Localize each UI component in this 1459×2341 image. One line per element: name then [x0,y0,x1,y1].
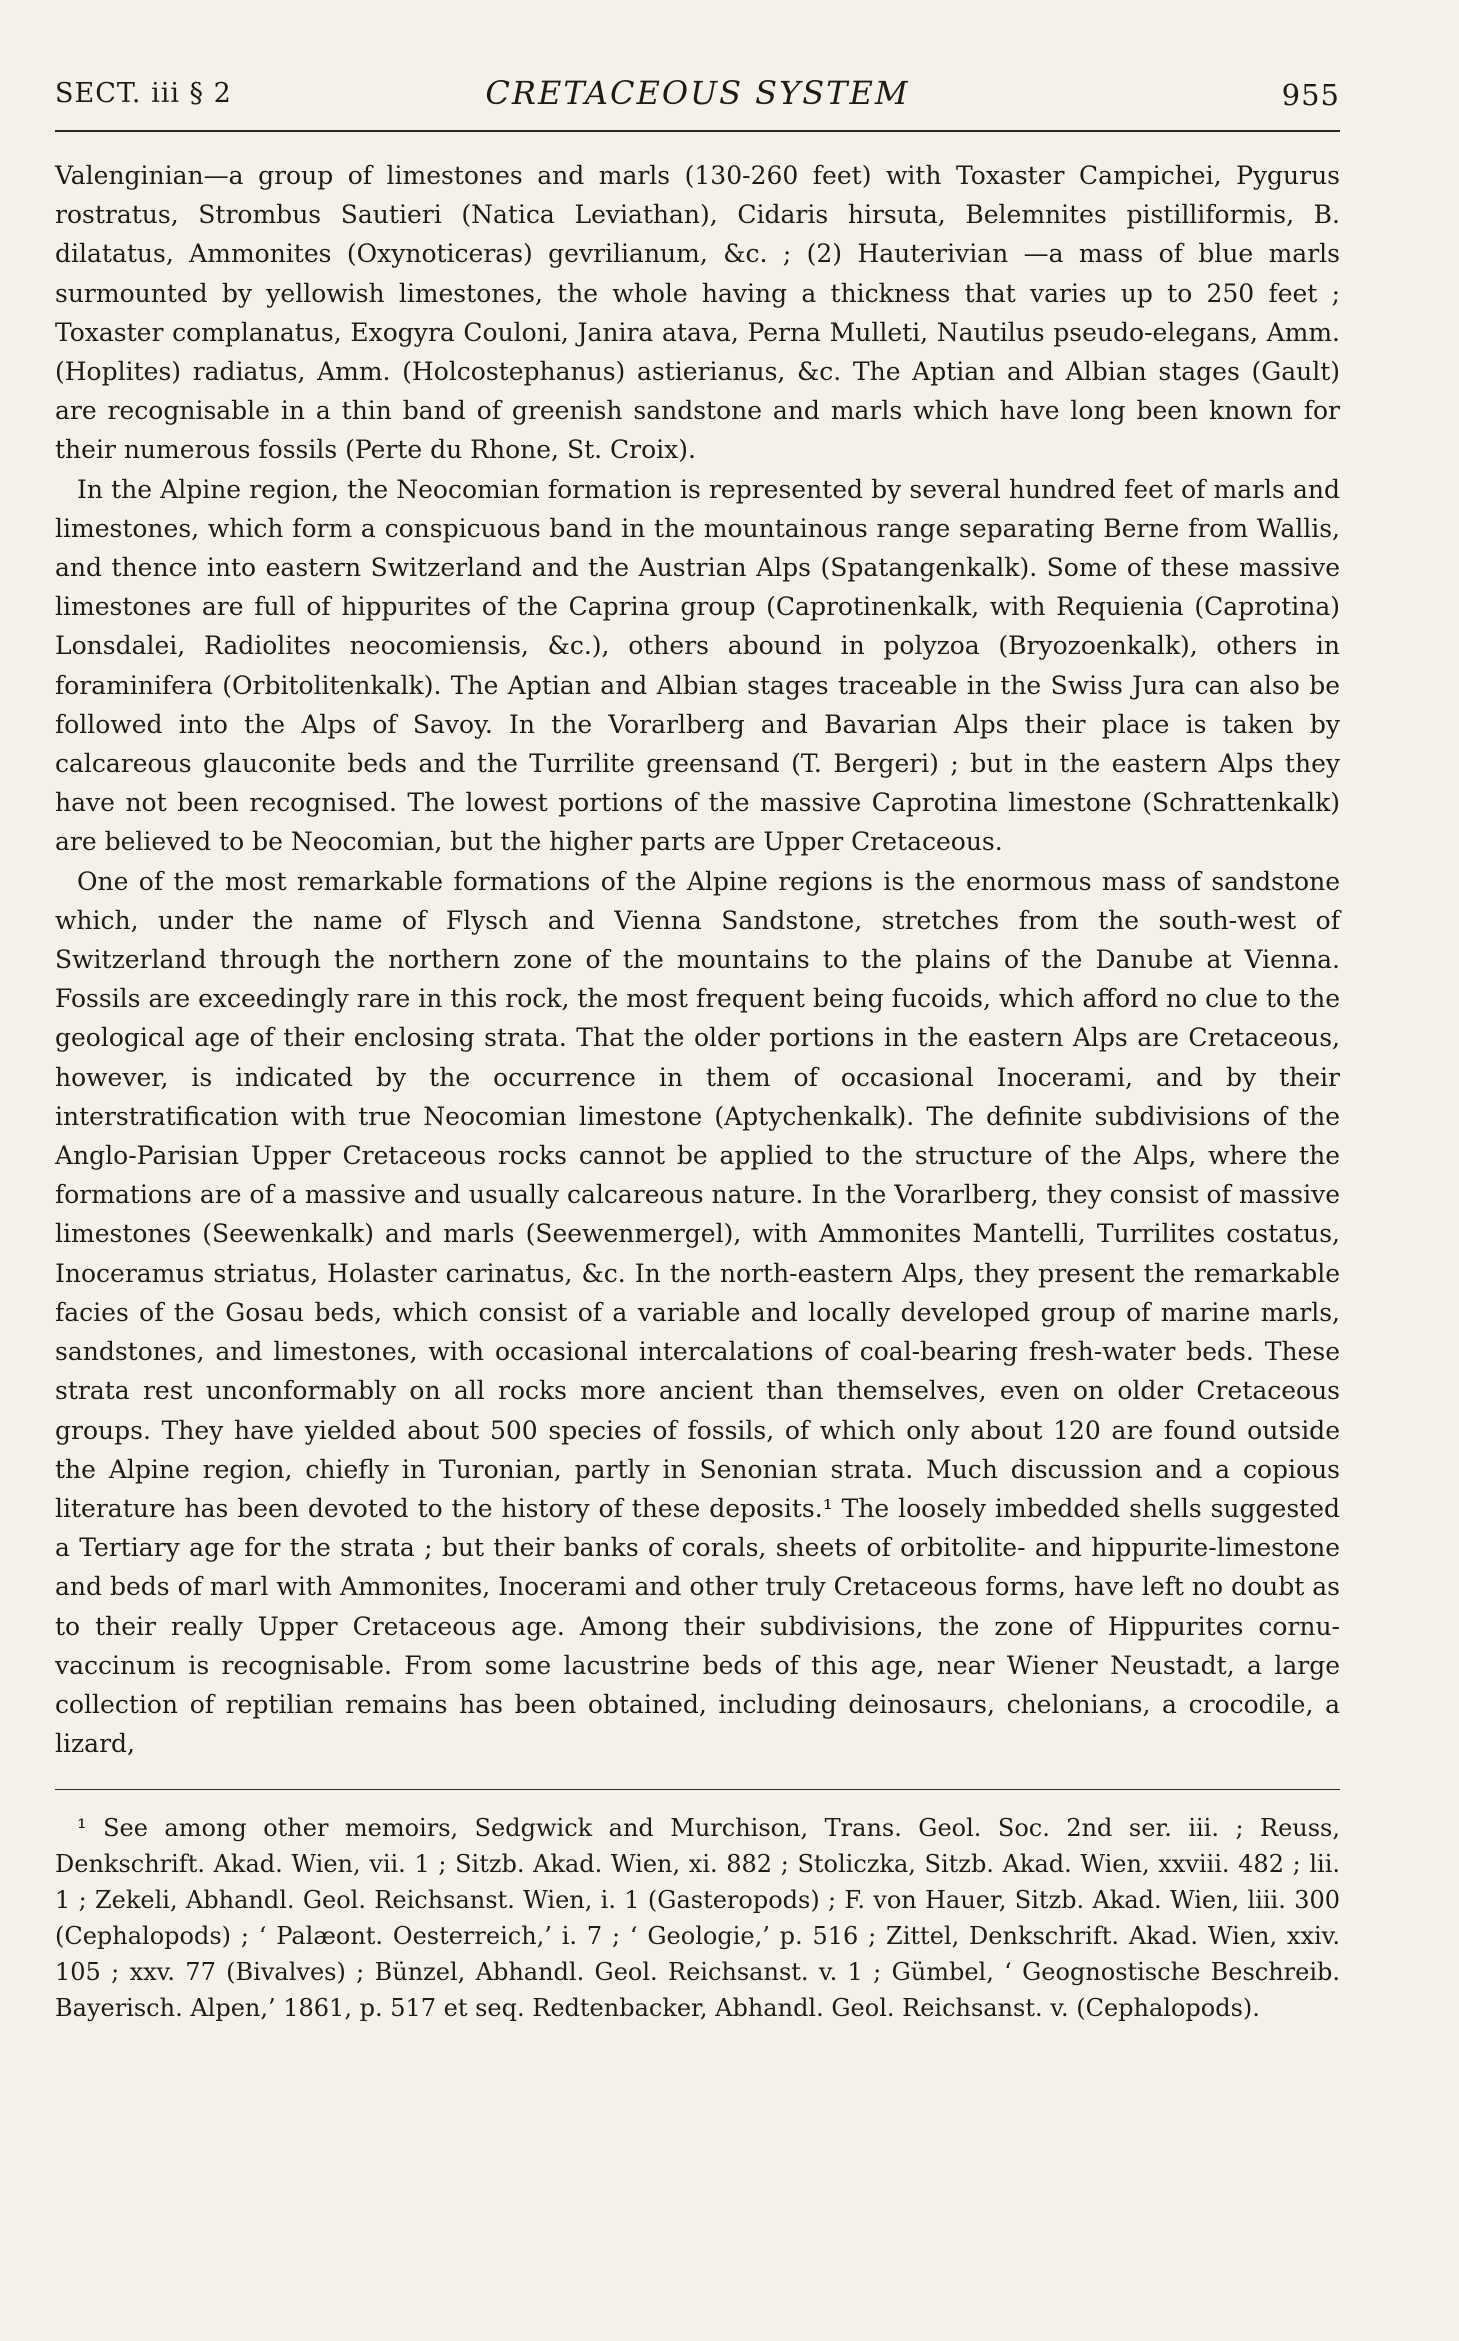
book-page [55,60,1340,2026]
paragraph: One of the most remarkable formations of the Alpine regions is the enormous mass of sandstone which, under the name of Flysch and Vienna Sandstone, stretches from the south-west of Switzerland through the northern zone of the mountains to the plains of the Danube at Vienna. Fossils are exceedingly rare in this rock, the most frequent being fucoids, which afford no clue to the geological age of their enclosing strata. That the older portions in the eastern Alps are Cretaceous, however, is indicated by the occurrence in them of occasional Inocerami, and by their interstratification with true Neocomian limestone (Aptychenkalk). The definite subdivisions of the Anglo-Parisian Upper Cretaceous rocks cannot be applied to the structure of the Alps, where the formations are of a massive and usually calcareous nature. In the Vorarlberg, they consist of massive limestones (Seewenkalk) and marls (Seewenmergel), with Ammonites Mantelli, Turrilites costatus, Inoceramus striatus, Holaster carinatus, &c. In the north-eastern Alps, they present the remarkable facies of the Gosau beds, which consist of a variable and locally developed group of marine marls, sandstones, and limestones, with occasional intercalations of coal-bearing fresh-water beds. These strata rest unconformably on all rocks more ancient than themselves, even on older Cretaceous groups. They have yielded about 500 species of fossils, of which only about 120 are found outside the Alpine region, chiefly in Turonian, partly in Senonian strata. Much discussion and a copious literature has been devoted to the history of these deposits.¹ The loosely imbedded shells suggested a Tertiary age for the strata ; but their banks of corals, sheets of orbitolite- and hippurite-limestone and beds of marl with Ammonites, Inocerami and other truly Cretaceous forms, have left no doubt as to their really Upper Cretaceous age. Among their subdivisions, the zone of Hippurites cornu-vaccinum is recognisable. From some lacustrine beds of this age, near Wiener Neustadt, a large collection of reptilian remains has been obtained, including deinosaurs, chelonians, a crocodile, a lizard, [55,866,1340,1759]
footnote: ¹ See among other memoirs, Sedgwick and Murchison, Trans. Geol. Soc. 2nd ser. iii. ; Reuss, Denkschrift. Akad. Wien, vii. 1 ; Sitzb. Akad. Wien, xi. 882 ; Stoliczka, Sitzb. Akad. Wien, xxviii. 482 ; lii. 1 ; Zekeli, Abhandl. Geol. Reichsanst. Wien, i. 1 (Gasteropods) ; F. von Hauer, Sitzb. Akad. Wien, liii. 300 (Cephalopods) ; ‘ Palæont. Oesterreich,’ i. 7 ; ‘ Geologie,’ p. 516 ; Zittel, Denkschrift. Akad. Wien, xxiv. 105 ; xxv. 77 (Bivalves) ; Bünzel, Abhandl. Geol. Reichsanst. v. 1 ; Gümbel, ‘ Geognostische Beschreib. Bayerisch. Alpen,’ 1861, p. 517 et seq. Redtenbacker, Abhandl. Geol. Reichsanst. v. (Cephalopods). [55,1814,1340,2023]
running-header [55,60,1340,132]
footnotes [55,1810,1340,2026]
footnote-divider [55,1789,1340,1790]
page-title: CRETACEOUS SYSTEM [485,74,910,112]
page-number: 955 [1281,78,1340,112]
paragraph: Valenginian—a group of limestones and marls (130-260 feet) with Toxaster Campichei, Pygurus rostratus, Strombus Sautieri (Natica Leviathan), Cidaris hirsuta, Belemnites pistilliformis, B. dilatatus, Ammonites (Oxynoticeras) gevrilianum, &c. ; (2) Hauterivian —a mass of blue marls surmounted by yellowish limestones, the whole having a thickness that varies up to 250 feet ; Toxaster complanatus, Exogyra Couloni, Janira atava, Perna Mulleti, Nautilus pseudo-elegans, Amm. (Hoplites) radiatus, Amm. (Holcostephanus) astierianus, &c. The Aptian and Albian stages (Gault) are recognisable in a thin band of greenish sandstone and marls which have long been known for their numerous fossils (Perte du Rhone, St. Croix). [55,161,1340,465]
main-text [55,156,1340,1763]
paragraph: In the Alpine region, the Neocomian formation is represented by several hundred feet of marls and limestones, which form a conspicuous band in the mountainous range separating Berne from Wallis, and thence into eastern Switzerland and the Austrian Alps (Spatangenkalk). Some of these massive limestones are full of hippurites of the Caprina group (Caprotinenkalk, with Requienia (Caprotina) Lonsdalei, Radiolites neocomiensis, &c.), others abound in polyzoa (Bryozoenkalk), others in foraminifera (Orbitolitenkalk). The Aptian and Albian stages traceable in the Swiss Jura can also be followed into the Alps of Savoy. In the Vorarlberg and Bavarian Alps their place is taken by calcareous glauconite beds and the Turrilite greensand (T. Bergeri) ; but in the eastern Alps they have not been recognised. The lowest portions of the massive Caprotina limestone (Schrattenkalk) are believed to be Neocomian, but the higher parts are Upper Cretaceous. [55,474,1340,857]
section-label: SECT. iii § 2 [55,78,232,109]
